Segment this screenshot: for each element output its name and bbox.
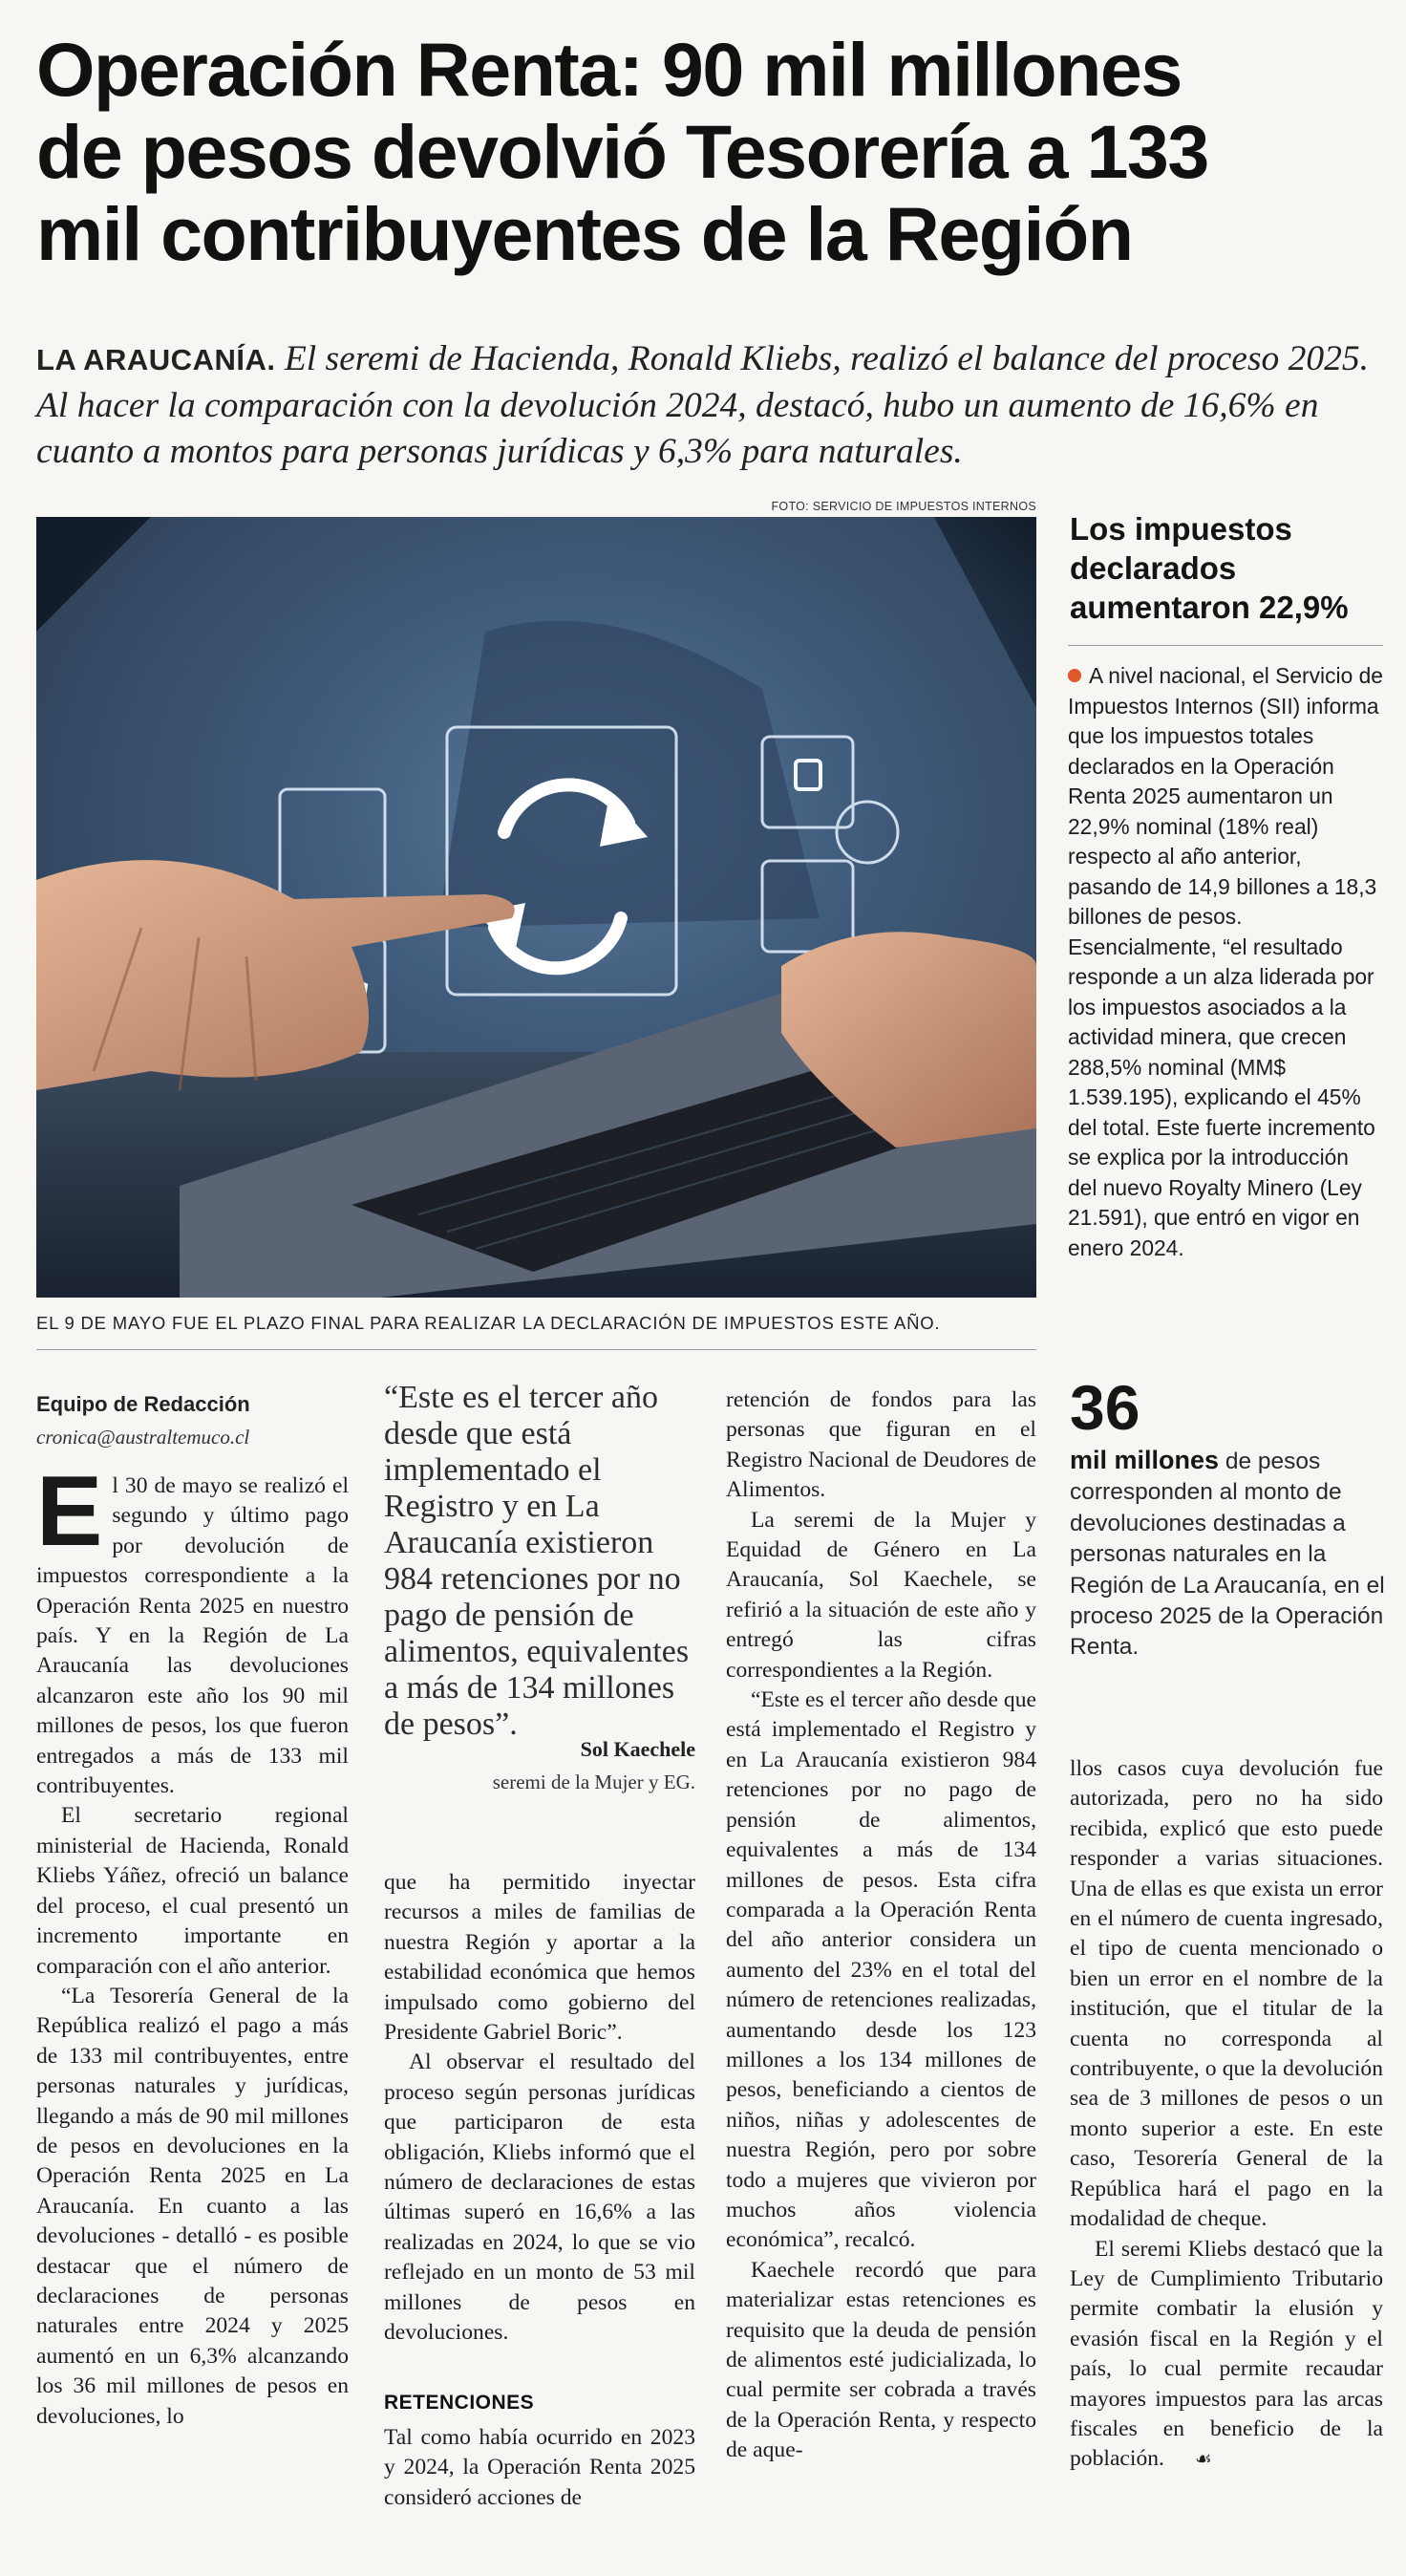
quote-role: seremi de la Mujer y EG. (492, 1771, 695, 1793)
headline-line-3: mil contribuyentes de la Región (36, 191, 1133, 276)
paragraph-12 (1070, 2235, 1383, 2475)
drop-cap: E (36, 1456, 103, 1567)
lead-paragraph (36, 336, 1383, 475)
headline-line-1: Operación Renta: 90 mil millones (36, 27, 1182, 112)
paragraph-12-text: El seremi Kliebs destacó que la Ley de Cumplimiento Tributario permite combatir la elusión y evasión fiscal en la Región y el país, lo cual permite recaudar mayores impuestos para las arcas fiscales en beneficio de la población. (1070, 2236, 1383, 2472)
section-subhead: RETENCIONES (384, 2392, 535, 2414)
lead-kicker: LA ARAUCANÍA. (36, 343, 276, 376)
pull-quote: “Este es el tercer año desde que está implementado el Registro y en La Araucanía existieron 984 retenciones por no pago de pensión de alimentos, equivalentes a más de 134 millones de pesos”. (384, 1380, 690, 1742)
photo-credit: FOTO: SERVICIO DE IMPUESTOS INTERNOS (771, 500, 1036, 513)
paragraph-5: Al observar el resultado del proceso según personas jurídicas que participaron de esta obligación, Kliebs informó que el número de declaraciones de estas últimas superó en 16,6% a las realizadas en 2024, lo que se vio reflejado en un monto de 53 mil millones de pesos en devoluciones. (384, 2050, 695, 2346)
paragraph-9: “Este es el tercer año desde que está implementado el Registro y en La Araucanía existieron 984 retenciones por no pago de pensión de alimentos, equivalentes a más de 134 millones de pesos. Esta cifra comparada a la Operación Renta del año anterior considera un aumento del 23% en el total del número de retenciones realizadas, aumentando desde los 123 millones a los 134 millones de pesos, beneficiando a cientos de niños, niñas y adolescentes de nuestra Región, pero por sobre todo a mujeres que vivieron por muchos años violencia económica”, recalcó. (726, 1687, 1036, 2253)
laptop-illustration (36, 517, 1036, 1298)
paragraph-4: que ha permitido inyectar recursos a miles de familias de nuestra Región y aportar a la estabilidad económica que hemos impulsado como gobierno del Presidente Gabriel Boric”. (384, 1870, 695, 2046)
sidebar-divider (1068, 645, 1383, 646)
end-mark-icon: ☙ (1194, 2447, 1212, 2471)
photo-caption: EL 9 DE MAYO FUE EL PLAZO FINAL PARA REALIZAR LA DECLARACIÓN DE IMPUESTOS ESTE AÑO. (36, 1313, 941, 1333)
paragraph-3: “La Tesorería General de la República realizó el pago a más de 133 mil contribuyentes, entre personas naturales y jurídicas, llegando a más de 90 mil millones de pesos en devoluciones en la Operación Renta 2025 en La Araucanía. En cuanto a las devoluciones - detalló - es posible destacar que el número de declaraciones de personas naturales entre 2024 y 2025 aumentó en un 6,3% alcanzando los 36 mil millones de pesos en devoluciones, lo (36, 1983, 349, 2429)
article-column-2b (384, 2423, 695, 2513)
paragraph-1-text: l 30 de mayo se realizó el segundo y último pago por devolución de impuestos correspondiente a la Operación Renta 2025 en nuestro país. Y en la Región de La Araucanía las devoluciones alcanzaron este año los 90 mil millones de pesos, los que fueron entregados a más de 133 mil contribuyentes. (36, 1473, 349, 1799)
stat-text (1070, 1445, 1385, 1664)
quote-author: Sol Kaechele (580, 1737, 695, 1761)
article-photo (36, 517, 1036, 1298)
stat-bold: mil millones (1070, 1446, 1220, 1474)
paragraph-10: Kaechele recordó que para materializar estas retenciones es requisito que la deuda de pensión de alimentos esté judicializada, lo cual permite ser cobrada a través de la Operación Renta, y respecto de aque- (726, 2257, 1036, 2463)
paragraph-7: retención de fondos para las personas que figuran en el Registro Nacional de Deudores de Alimentos. (726, 1387, 1036, 1503)
sidebar-body: A nivel nacional, el Servicio de Impuestos Internos (SII) informa que los impuestos totales declarados en la Operación Renta 2025 aumentaron un 22,9% nominal (18% real) respecto al año anterior, pasando de 14,9 billones a 18,3 billones de pesos. Esencialmente, “el resultado responde a un alza liderada por los impuestos asociados a la actividad minera, que crecen 288,5% nominal (MM$ 1.539.195), explicando el 45% del total. Este fuerte incremento se explica por la introducción del nuevo Royalty Minero (Ley 21.591), que entró en vigor en enero 2024. (1068, 663, 1383, 1260)
paragraph-6: Tal como había ocurrido en 2023 y 2024, la Operación Renta 2025 consideró acciones de (384, 2425, 695, 2510)
article-column-2 (384, 1868, 695, 2349)
byline-email: cronica@australtemuco.cl (36, 1426, 250, 1449)
headline (36, 29, 1374, 275)
sidebar-text (1068, 661, 1383, 1263)
sidebar-title: Los impuestos declarados aumentaron 22,9% (1070, 511, 1349, 625)
article-column-4 (1070, 1754, 1383, 2475)
paragraph-2: El secretario regional ministerial de Hacienda, Ronald Kliebs Yáñez, ofreció un balance del proceso, el cual presentó un incremento importante en comparación con el año anterior. (36, 1803, 349, 1979)
paragraph-11: llos casos cuya devolución fue autorizada, pero no ha sido recibida, explicó que esto puede responder a varias situaciones. Una de ellas es que exista un error en el número de cuenta ingresado, el tipo de cuenta mencionado o bien un error en el nombre de la institución, que el titular de la cuenta no corresponda al contribuyente, o que la devolución sea de 3 millones de pesos o un monto superior a este. En este caso, Tesorería General de la República hará el pago en la modalidad de cheque. (1070, 1756, 1383, 2232)
bullet-dot-icon (1068, 669, 1081, 682)
article-column-1 (36, 1456, 349, 2432)
stat-body: de pesos corresponden al monto de devoluciones destinadas a personas naturales en la Región de La Araucanía, en el proceso 2025 de la Operación Renta. (1070, 1449, 1385, 1661)
headline-line-2: de pesos devolvió Tesorería a 133 (36, 109, 1208, 194)
caption-divider (36, 1349, 1036, 1350)
paragraph-1 (36, 1456, 349, 1801)
lead-text: El seremi de Hacienda, Ronald Kliebs, realizó el balance del proceso 2025. Al hacer la comparación con la devolución 2024, destacó, hubo un aumento de 16,6% en cuanto a montos para personas jurídicas y 6,3% para naturales. (36, 339, 1370, 471)
paragraph-8: La seremi de la Mujer y Equidad de Género en La Araucanía, Sol Kaechele, se refirió a la situación de este año y entregó las cifras correspondientes a la Región. (726, 1507, 1036, 1683)
article-column-3 (726, 1385, 1036, 2466)
byline-author: Equipo de Redacción (36, 1392, 250, 1416)
stat-number: 36 (1070, 1372, 1140, 1443)
